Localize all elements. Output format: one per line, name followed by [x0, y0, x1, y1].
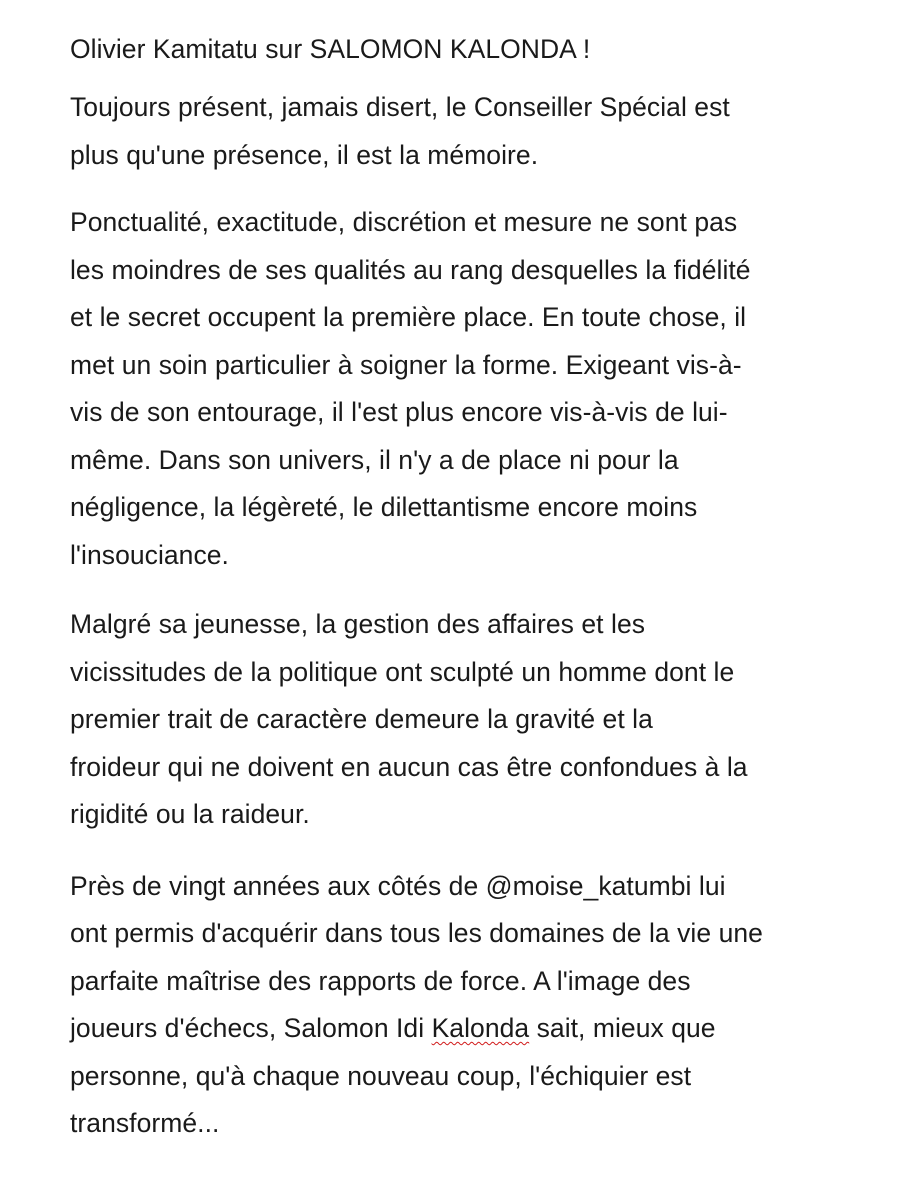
paragraph-line: négligence, la légèreté, le dilettantisme encore moins — [70, 492, 698, 522]
paragraph-line: transformé... — [70, 1108, 220, 1138]
paragraph-line: vis de son entourage, il l'est plus encore vis-à-vis de lui- — [70, 397, 728, 427]
paragraph-2 — [70, 199, 870, 579]
document-title: Olivier Kamitatu sur SALOMON KALONDA ! — [70, 34, 591, 64]
paragraph-line: met un soin particulier à soigner la forme. Exigeant vis-à- — [70, 349, 742, 380]
paragraph-line: l'insouciance. — [70, 539, 229, 570]
text-after-flagged-word: sait, mieux que — [529, 1013, 716, 1043]
paragraph-1 — [70, 84, 870, 179]
paragraph-line: ont permis d'acquérir dans tous les domaines de la vie une — [70, 918, 763, 948]
paragraph-line: froideur qui ne doivent en aucun cas être confondues à la — [70, 751, 748, 782]
paragraph-line-with-spellcheck — [70, 1005, 870, 1053]
paragraph-line: vicissitudes de la politique ont sculpté un homme dont le — [70, 656, 735, 687]
paragraph-line: parfaite maîtrise des rapports de force. A l'image des — [70, 965, 691, 996]
paragraph-3 — [70, 601, 870, 839]
paragraph-4 — [70, 863, 870, 1148]
paragraph-line: les moindres de ses qualités au rang desquelles la fidélité — [70, 254, 751, 285]
spellcheck-flagged-word[interactable]: Kalonda — [431, 1013, 530, 1043]
paragraph-line: Près de vingt années aux côtés de @moise_katumbi lui — [70, 870, 726, 901]
paragraph-line: Ponctualité, exactitude, discrétion et mesure ne sont pas — [70, 207, 738, 237]
paragraph-line: et le secret occupent la première place. En toute chose, il — [70, 302, 747, 332]
paragraph-line: personne, qu'à chaque nouveau coup, l'échiquier est — [70, 1060, 692, 1091]
paragraph-line: rigidité ou la raideur. — [70, 799, 310, 829]
paragraph-line: Malgré sa jeunesse, la gestion des affaires et les — [70, 609, 646, 639]
paragraph-line: plus qu'une présence, il est la mémoire. — [70, 139, 539, 170]
paragraph-line: premier trait de caractère demeure la gravité et la — [70, 704, 653, 734]
paragraph-line: même. Dans son univers, il n'y a de place ni pour la — [70, 444, 679, 475]
text-before-flagged-word: joueurs d'échecs, Salomon Idi — [70, 1013, 432, 1043]
document-body — [70, 26, 870, 1148]
paragraph-line: Toujours présent, jamais disert, le Conseiller Spécial est — [70, 92, 730, 122]
